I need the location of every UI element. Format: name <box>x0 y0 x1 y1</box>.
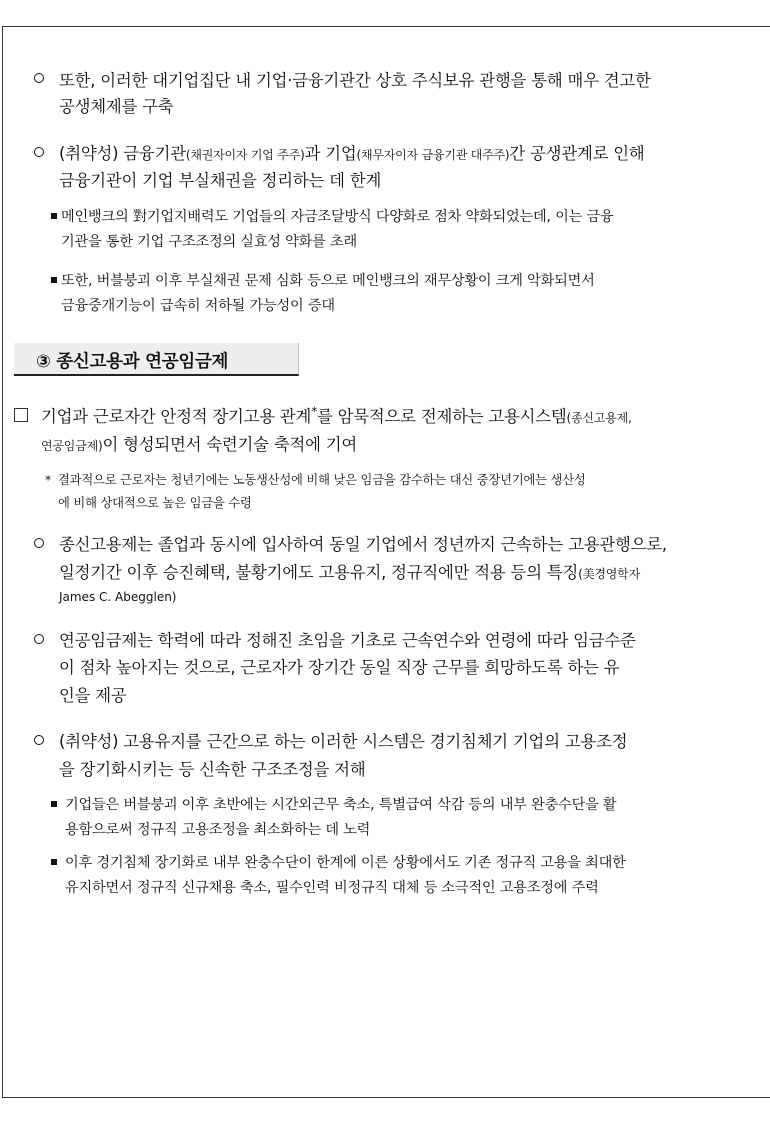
text-span: (취약성) 금융기관 <box>59 144 186 163</box>
square-bullet-icon <box>51 213 57 219</box>
text-line: 유지하면서 정규직 신규채용 축소, 필수인력 비정규직 대체 등 소극적인 고용조정에 주력 <box>65 880 599 896</box>
text-line: James C. Abegglen) <box>59 590 177 604</box>
text-line: 또한, 이러한 대기업집단 내 기업·금융기관간 상호 주식보유 관행을 통해 매우 견고한 <box>59 71 651 90</box>
text-span: 기업과 근로자간 안정적 장기고용 관계 <box>41 407 312 426</box>
square-bullet-icon <box>51 859 57 865</box>
text-line: (취약성) 고용유지를 근간으로 하는 이러한 시스템은 경기침체기 기업의 고용조정 <box>59 732 628 751</box>
text-line: 연공임금제는 학력에 따라 정해진 초임을 기초로 근속연수와 연령에 따라 임금수준 <box>59 631 636 650</box>
text-line: 을 장기화시키는 등 신속한 구조조정을 저해 <box>59 760 366 779</box>
text-line <box>41 431 357 455</box>
text-line: 또한, 버블붕괴 이후 부실채권 문제 심화 등으로 메인뱅크의 재무상황이 크게 악화되면서 <box>61 273 595 289</box>
circle-bullet-icon <box>34 735 44 745</box>
text-line: 메인뱅크의 對기업지배력도 기업들의 자금조달방식 다양화로 점차 약화되었는데, 이는 금융 <box>61 209 614 225</box>
text-span: 를 암묵적으로 전제하는 고용시스템 <box>317 407 567 426</box>
square-bullet-icon <box>51 801 57 807</box>
text-line <box>41 403 632 427</box>
text-span: 간 공생관계로 인해 <box>509 144 645 163</box>
text-span-small: (채권자이자 기업 주주) <box>185 148 305 162</box>
empty-box-icon <box>14 408 28 422</box>
document-page <box>2 26 770 1098</box>
text-span: 일정기간 이후 승진혜택, 불황기에도 고용유지, 정규직에만 적용 등의 특징 <box>59 563 579 582</box>
text-span-small: (채무자이자 금융기관 대주주) <box>356 148 510 162</box>
circle-bullet-icon <box>34 538 44 548</box>
text-line <box>59 559 640 583</box>
section-heading <box>14 343 299 376</box>
text-line: 이 점차 높아지는 것으로, 근로자가 장기간 동일 직장 근무를 희망하도록 하는 유 <box>59 658 620 677</box>
footnote-mark: * <box>45 473 51 487</box>
circle-bullet-icon <box>34 634 44 644</box>
text-line: 기관을 통한 기업 구조조정의 실효성 약화를 초래 <box>61 234 357 250</box>
text-line: 금융중개기능이 급속히 저하될 가능성이 증대 <box>61 298 335 314</box>
section-heading-text: ③ 종신고용과 연공임금제 <box>36 352 229 372</box>
text-line: 이후 경기침체 장기화로 내부 완충수단이 한계에 이른 상황에서도 기존 정규직 고용을 최대한 <box>65 855 626 871</box>
text-span-small: 연공임금제) <box>41 439 103 453</box>
square-bullet-icon <box>51 277 57 283</box>
circle-bullet-icon <box>34 147 44 157</box>
text-line: 공생체제를 구축 <box>59 97 174 116</box>
text-line: 기업들은 버블붕괴 이후 초반에는 시간외근무 축소, 특별급여 삭감 등의 내부 완충수단을 활 <box>65 797 617 813</box>
text-line: 결과적으로 근로자는 청년기에는 노동생산성에 비해 낮은 임금을 감수하는 대신 중장년기에는 생산성 <box>58 473 586 487</box>
text-line: 인을 제공 <box>59 686 127 705</box>
text-line: 종신고용제는 졸업과 동시에 입사하여 동일 기업에서 정년까지 근속하는 고용관행으로, <box>59 535 667 554</box>
text-line: 금융기관이 기업 부실채권을 정리하는 데 한계 <box>59 171 382 190</box>
text-span-small: (美경영학자 <box>578 567 640 581</box>
text-span-small: (종신고용제, <box>566 411 632 425</box>
footnote-mark: * <box>311 404 317 419</box>
text-line: 용함으로써 정규직 고용조정을 최소화하는 데 노력 <box>65 822 371 838</box>
text-line <box>59 140 645 164</box>
text-span: 과 기업 <box>304 144 357 163</box>
text-span: 이 형성되면서 숙련기술 축적에 기여 <box>102 435 357 454</box>
text-line: 에 비해 상대적으로 높은 임금을 수령 <box>58 496 252 510</box>
circle-bullet-icon <box>34 73 44 83</box>
